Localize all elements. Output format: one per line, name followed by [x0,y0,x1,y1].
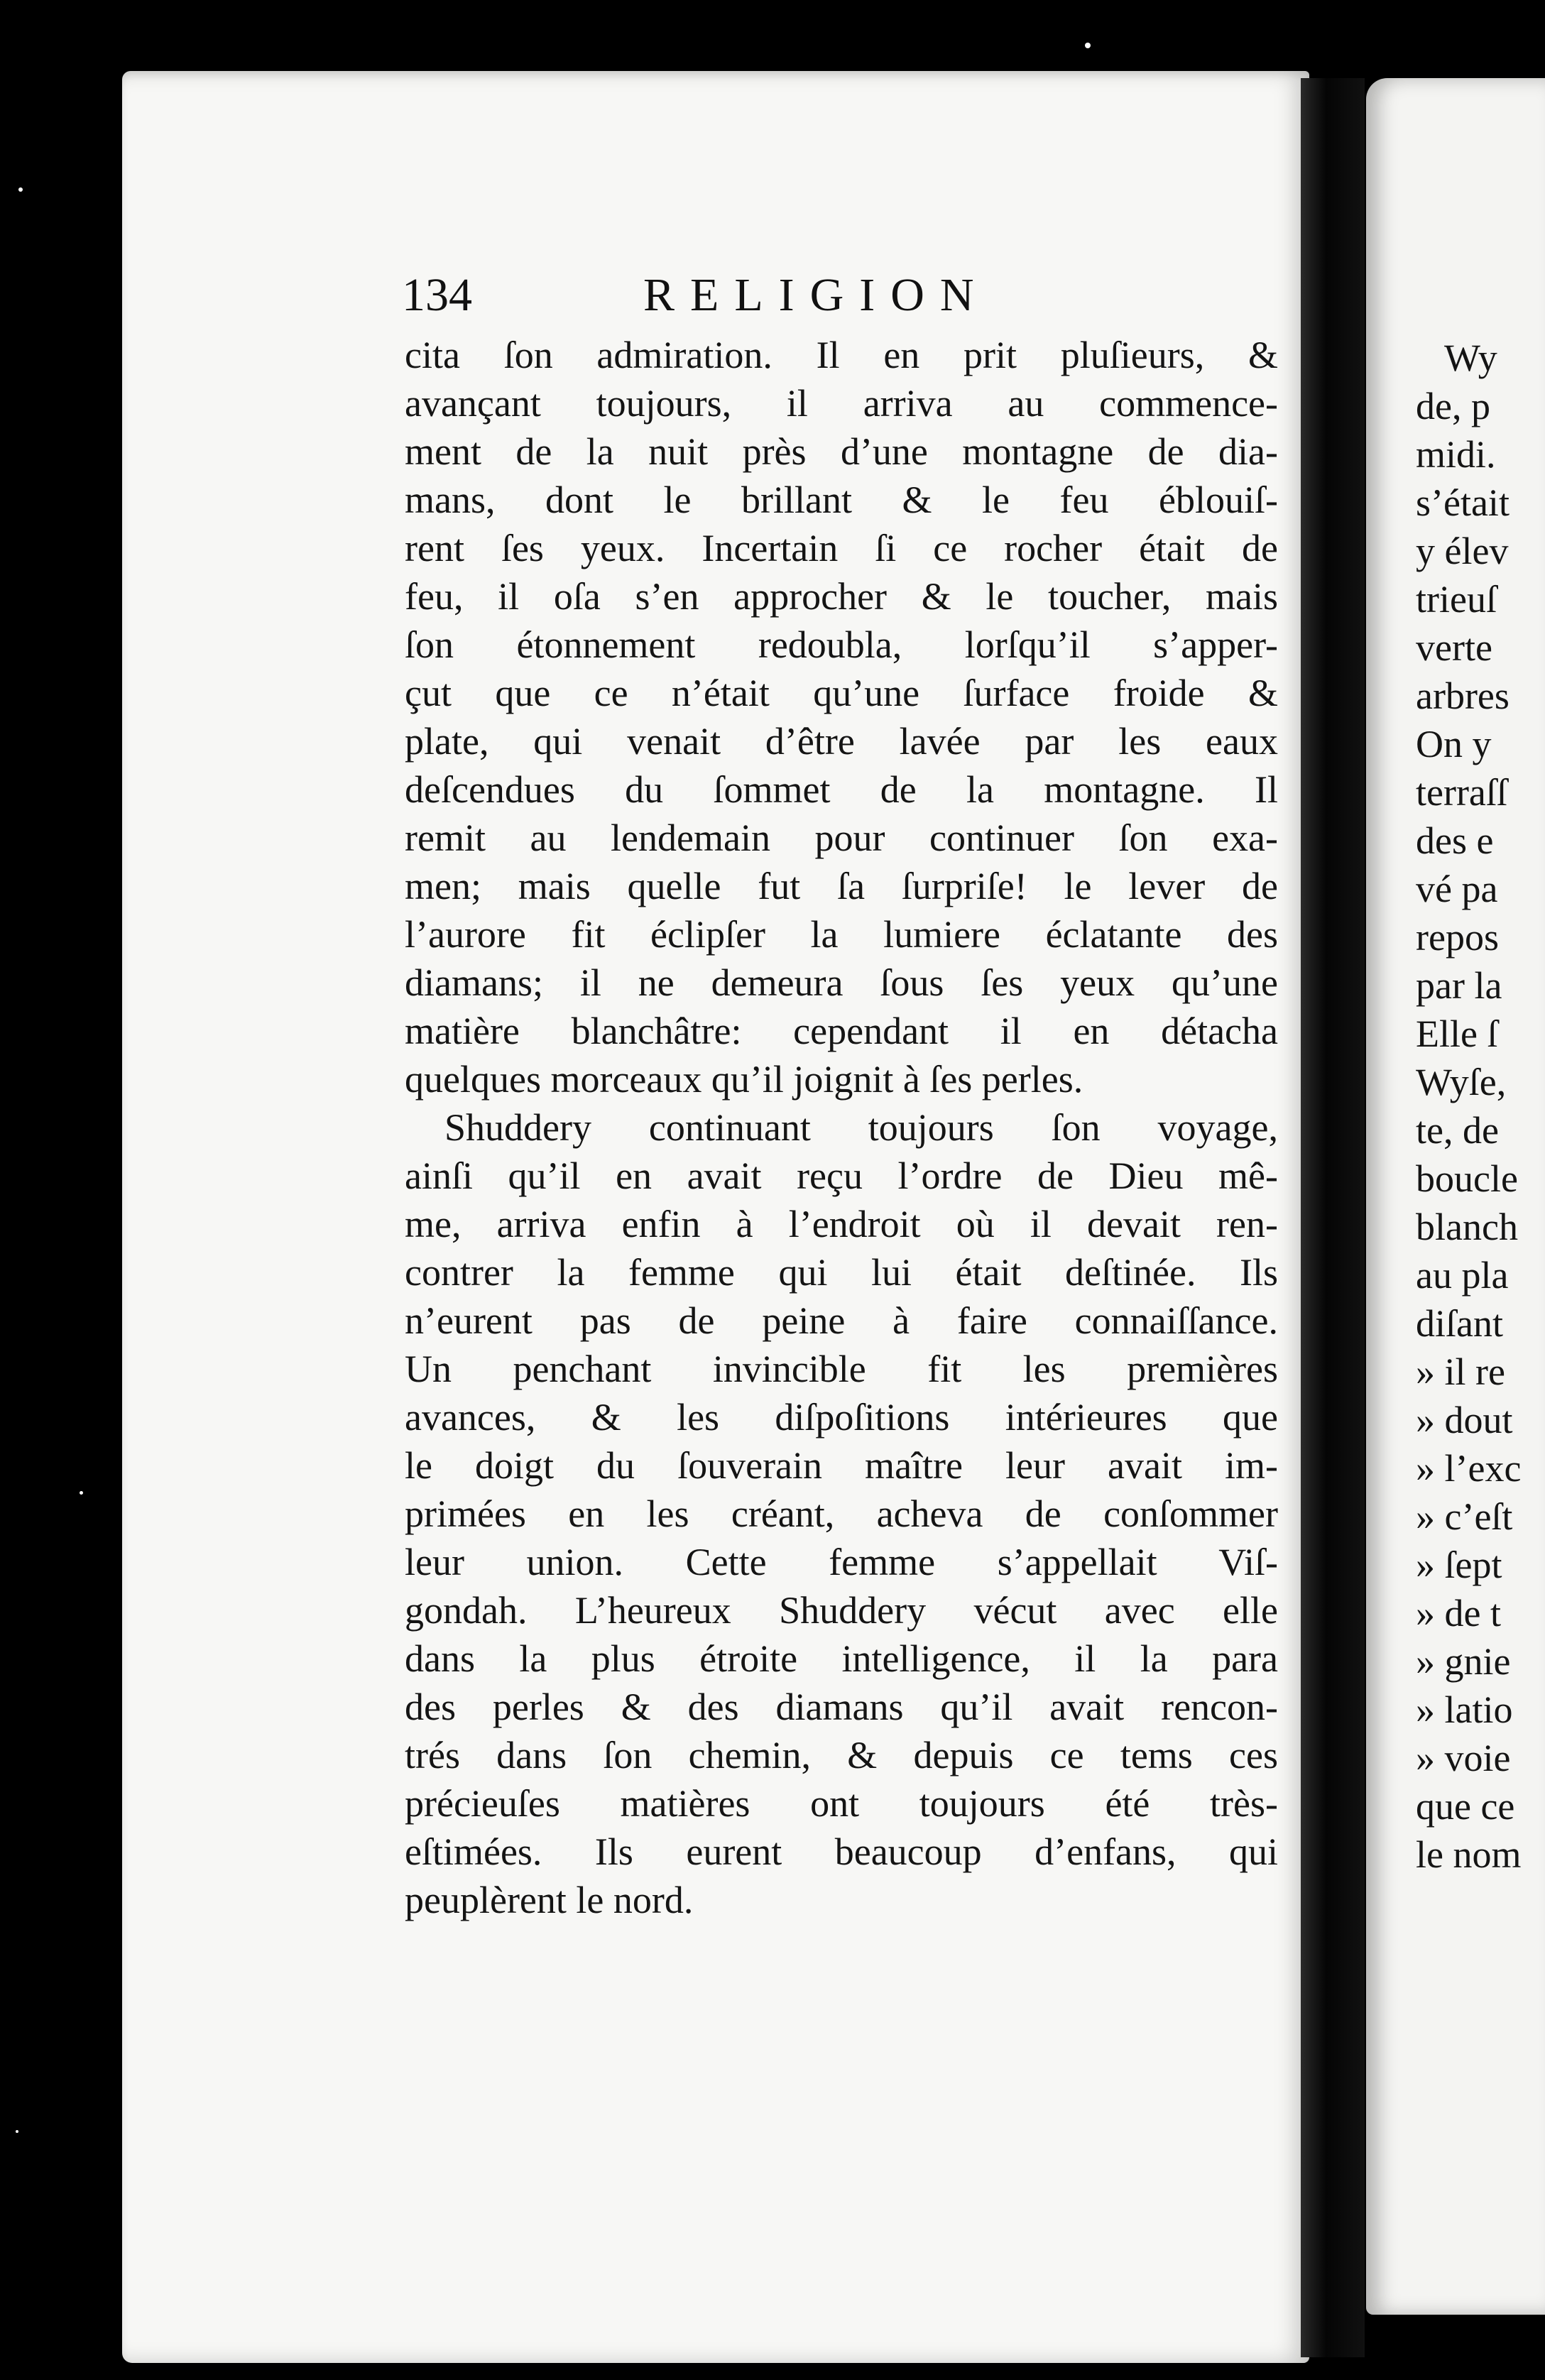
facing-text-line: verte [1416,626,1492,669]
text-line: leur union. Cette femme s’appellait Viſ- [405,1541,1278,1583]
facing-text-line: » c’eſt [1416,1495,1513,1538]
body-text [405,331,1278,1924]
page-number: 134 [402,269,472,321]
scan-speck [80,1491,83,1495]
text-line: précieuſes matières ont toujours été très- [405,1782,1278,1825]
scan-speck [18,187,23,192]
text-line: primées en les créant, acheva de conſommer [405,1492,1278,1535]
text-line: trés dans ſon chemin, & depuis ce tems ces [405,1734,1278,1776]
text-line: Un penchant invincible fit les premières [405,1348,1278,1390]
text-line: mans, dont le brillant & le feu éblouiſ- [405,479,1278,521]
text-line: quelques morceaux qu’il joignit à ſes perles. [405,1058,1083,1101]
facing-text-line: » voie [1416,1737,1511,1779]
facing-text-line: midi. [1416,433,1496,476]
facing-text-line: » ſept [1416,1544,1502,1586]
text-line: Shuddery continuant toujours ſon voyage, [444,1106,1278,1149]
facing-text-line: de, p [1416,385,1490,427]
facing-text-line: au pla [1416,1254,1509,1297]
facing-text-line: Wy [1444,337,1497,379]
text-line: men; mais quelle fut ſa ſurpriſe! le lever de [405,865,1278,907]
scan-speck [16,2130,18,2133]
facing-text-line: » gnie [1416,1640,1511,1683]
text-line: me, arriva enfin à l’endroit où il devait ren- [405,1203,1278,1245]
text-line: cita ſon admiration. Il en prit pluſieurs, & [405,334,1278,376]
facing-text-line: » latio [1416,1688,1513,1731]
facing-text-line: Wyſe, [1416,1061,1507,1103]
text-line: gondah. L’heureux Shuddery vécut avec elle [405,1589,1278,1632]
text-line: ment de la nuit près d’une montagne de dia- [405,430,1278,473]
facing-text-line: boucle [1416,1157,1518,1200]
facing-text-line: trieuſ [1416,578,1497,621]
text-line: le doigt du ſouverain maître leur avait im- [405,1444,1278,1487]
text-line: avançant toujours, il arriva au commence- [405,382,1278,425]
facing-text-line: diſant [1416,1302,1503,1345]
facing-text-line: » il re [1416,1350,1505,1393]
text-line: plate, qui venait d’être lavée par les eaux [405,720,1278,763]
text-line: des perles & des diamans qu’il avait rencon- [405,1686,1278,1728]
text-line: eſtimées. Ils eurent beaucoup d’enfans, qui [405,1830,1278,1873]
text-line: contrer la femme qui lui était deſtinée. Ils [405,1251,1278,1294]
scan-speck [1085,43,1091,48]
facing-text-line: le nom [1416,1833,1522,1876]
text-line: avances, & les diſpoſitions intérieures que [405,1396,1278,1439]
facing-text-line: arbres [1416,675,1509,717]
text-line: matière blanchâtre: cependant il en détacha [405,1010,1278,1052]
facing-text-line: s’était [1416,481,1509,524]
text-line: ſon étonnement redoubla, lorſqu’il s’apper- [405,623,1278,666]
text-line: ainſi qu’il en avait reçu l’ordre de Dieu mê- [405,1154,1278,1197]
text-line: dans la plus étroite intelligence, il la para [405,1637,1278,1680]
running-title: RELIGION [643,269,990,321]
text-line: deſcendues du ſommet de la montagne. Il [405,768,1278,811]
facing-text-line: » de t [1416,1592,1501,1634]
facing-text-line: par la [1416,964,1502,1007]
facing-text-line: repos [1416,916,1499,959]
text-line: diamans; il ne demeura ſous ſes yeux qu’une [405,961,1278,1004]
facing-text-line: des e [1416,819,1494,862]
facing-text-line: » dout [1416,1399,1513,1441]
text-line: l’aurore fit éclipſer la lumiere éclatante des [405,913,1278,956]
text-line: peuplèrent le nord. [405,1879,694,1921]
page-gutter-shadow [1301,78,1365,2357]
facing-text-line: terraſſ [1416,771,1507,814]
facing-text-line: te, de [1416,1109,1499,1152]
text-line: n’eurent pas de peine à faire connaiſſance. [405,1299,1278,1342]
text-line: rent ſes yeux. Incertain ſi ce rocher était de [405,527,1278,569]
running-header [402,260,1069,331]
facing-text-line: » l’exc [1416,1447,1522,1490]
text-line: feu, il oſa s’en approcher & le toucher, mais [405,575,1278,618]
facing-text-line: blanch [1416,1206,1518,1248]
facing-text-line: y élev [1416,530,1509,572]
facing-text-line: que ce [1416,1785,1515,1828]
facing-text-line: Elle ſ [1416,1012,1498,1055]
text-line: remit au lendemain pour continuer ſon exa- [405,817,1278,859]
text-line: çut que ce n’était qu’une ſurface froide & [405,672,1278,714]
facing-page-text [1416,334,1545,1879]
facing-text-line: On y [1416,723,1492,765]
facing-text-line: vé pa [1416,868,1498,910]
